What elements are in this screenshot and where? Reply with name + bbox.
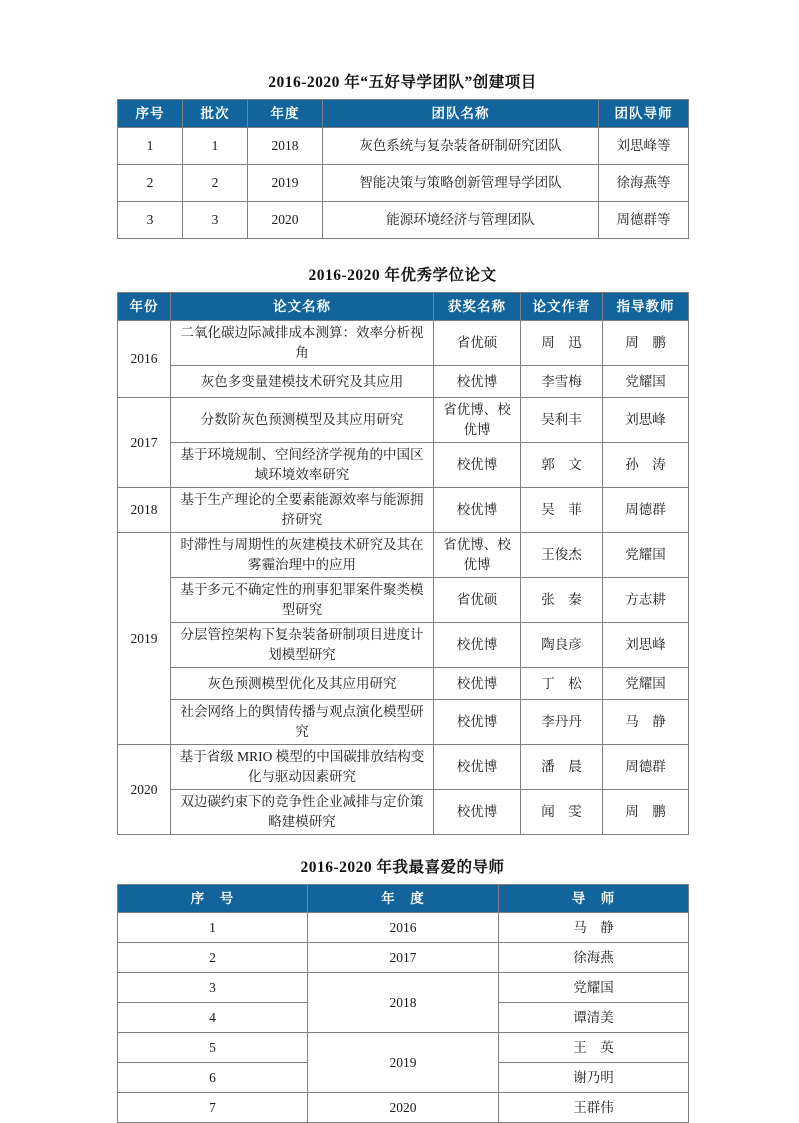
theses-table-title: 2016-2020 年优秀学位论文 bbox=[308, 267, 497, 284]
teams-table bbox=[117, 99, 689, 239]
table-row bbox=[118, 973, 689, 1003]
cell-team-name: 能源环境经济与管理团队 bbox=[323, 202, 599, 239]
cell-thesis-title: 分数阶灰色预测模型及其应用研究 bbox=[171, 398, 434, 443]
table-row bbox=[118, 1093, 689, 1123]
cell-award: 校优博 bbox=[434, 366, 521, 398]
cell-batch: 1 bbox=[183, 128, 248, 165]
cell-no: 5 bbox=[118, 1033, 308, 1063]
cell-advisor: 党耀国 bbox=[603, 366, 689, 398]
cell-no: 3 bbox=[118, 202, 183, 239]
table-row bbox=[118, 398, 689, 443]
cell-advisor: 孙 涛 bbox=[603, 443, 689, 488]
cell-award: 校优博 bbox=[434, 443, 521, 488]
cell-year: 2019 bbox=[248, 165, 323, 202]
cell-thesis-title: 基于生产理论的全要素能源效率与能源拥挤研究 bbox=[171, 488, 434, 533]
cell-team-name: 智能决策与策略创新管理导学团队 bbox=[323, 165, 599, 202]
table-row bbox=[118, 745, 689, 790]
cell-mentor: 马 静 bbox=[499, 913, 689, 943]
cell-no: 6 bbox=[118, 1063, 308, 1093]
cell-author: 陶良彦 bbox=[521, 623, 603, 668]
theses-col-advisor: 指导教师 bbox=[603, 293, 689, 321]
cell-author: 吴 菲 bbox=[521, 488, 603, 533]
teams-col-year: 年度 bbox=[248, 100, 323, 128]
theses-col-year: 年份 bbox=[118, 293, 171, 321]
table-row bbox=[118, 366, 689, 398]
cell-award: 省优博、校优博 bbox=[434, 398, 521, 443]
table-row bbox=[118, 668, 689, 700]
mentors-col-mentor: 导 师 bbox=[499, 885, 689, 913]
cell-batch: 3 bbox=[183, 202, 248, 239]
cell-award: 校优博 bbox=[434, 790, 521, 835]
cell-mentor: 党耀国 bbox=[499, 973, 689, 1003]
teams-col-mentor: 团队导师 bbox=[599, 100, 689, 128]
cell-thesis-title: 双边碳约束下的竞争性企业减排与定价策略建模研究 bbox=[171, 790, 434, 835]
mentors-header-row bbox=[118, 885, 689, 913]
cell-thesis-title: 二氧化碳边际减排成本测算：效率分析视角 bbox=[171, 321, 434, 366]
cell-advisor: 党耀国 bbox=[603, 668, 689, 700]
cell-year: 2020 bbox=[308, 1093, 499, 1123]
table-row bbox=[118, 790, 689, 835]
cell-advisor: 周 鹏 bbox=[603, 790, 689, 835]
table-row bbox=[118, 321, 689, 366]
cell-mentor: 徐海燕等 bbox=[599, 165, 689, 202]
cell-thesis-title: 分层管控架构下复杂装备研制项目进度计划模型研究 bbox=[171, 623, 434, 668]
cell-author: 王俊杰 bbox=[521, 533, 603, 578]
cell-batch: 2 bbox=[183, 165, 248, 202]
cell-mentor: 刘思峰等 bbox=[599, 128, 689, 165]
teams-table-title: 2016-2020 年“五好导学团队”创建项目 bbox=[268, 74, 537, 91]
cell-year: 2018 bbox=[118, 488, 171, 533]
cell-no: 3 bbox=[118, 973, 308, 1003]
table-row bbox=[118, 623, 689, 668]
cell-thesis-title: 基于环境规制、空间经济学视角的中国区域环境效率研究 bbox=[171, 443, 434, 488]
cell-author: 潘 晨 bbox=[521, 745, 603, 790]
cell-author: 周 迅 bbox=[521, 321, 603, 366]
cell-award: 省优硕 bbox=[434, 321, 521, 366]
cell-advisor: 马 静 bbox=[603, 700, 689, 745]
teams-header-row bbox=[118, 100, 689, 128]
cell-thesis-title: 社会网络上的舆情传播与观点演化模型研究 bbox=[171, 700, 434, 745]
cell-year: 2019 bbox=[308, 1033, 499, 1093]
cell-mentor: 王群伟 bbox=[499, 1093, 689, 1123]
cell-no: 1 bbox=[118, 913, 308, 943]
cell-award: 校优博 bbox=[434, 623, 521, 668]
table-row bbox=[118, 202, 689, 239]
cell-author: 丁 松 bbox=[521, 668, 603, 700]
cell-advisor: 方志耕 bbox=[603, 578, 689, 623]
table-row bbox=[118, 913, 689, 943]
cell-advisor: 党耀国 bbox=[603, 533, 689, 578]
cell-advisor: 周 鹏 bbox=[603, 321, 689, 366]
cell-year: 2018 bbox=[248, 128, 323, 165]
cell-thesis-title: 灰色预测模型优化及其应用研究 bbox=[171, 668, 434, 700]
cell-author: 闻 雯 bbox=[521, 790, 603, 835]
cell-award: 省优博、校优博 bbox=[434, 533, 521, 578]
table-row bbox=[118, 578, 689, 623]
table-row bbox=[118, 533, 689, 578]
mentors-col-year: 年 度 bbox=[308, 885, 499, 913]
table-row bbox=[118, 128, 689, 165]
cell-author: 郭 文 bbox=[521, 443, 603, 488]
cell-advisor: 刘思峰 bbox=[603, 398, 689, 443]
cell-author: 吴利丰 bbox=[521, 398, 603, 443]
table-row bbox=[118, 943, 689, 973]
cell-advisor: 周德群 bbox=[603, 745, 689, 790]
cell-advisor: 周德群 bbox=[603, 488, 689, 533]
cell-year: 2018 bbox=[308, 973, 499, 1033]
teams-col-batch: 批次 bbox=[183, 100, 248, 128]
cell-year: 2017 bbox=[118, 398, 171, 488]
cell-no: 7 bbox=[118, 1093, 308, 1123]
cell-year: 2017 bbox=[308, 943, 499, 973]
cell-mentor: 谭清美 bbox=[499, 1003, 689, 1033]
table-row bbox=[118, 488, 689, 533]
theses-col-author: 论文作者 bbox=[521, 293, 603, 321]
cell-thesis-title: 灰色多变量建模技术研究及其应用 bbox=[171, 366, 434, 398]
table-row bbox=[118, 443, 689, 488]
cell-year: 2020 bbox=[118, 745, 171, 835]
cell-author: 张 秦 bbox=[521, 578, 603, 623]
theses-col-award: 获奖名称 bbox=[434, 293, 521, 321]
cell-author: 李雪梅 bbox=[521, 366, 603, 398]
cell-thesis-title: 基于多元不确定性的刑事犯罪案件聚类模型研究 bbox=[171, 578, 434, 623]
cell-advisor: 刘思峰 bbox=[603, 623, 689, 668]
cell-mentor: 徐海燕 bbox=[499, 943, 689, 973]
table-row bbox=[118, 1033, 689, 1063]
mentors-col-no: 序 号 bbox=[118, 885, 308, 913]
cell-no: 4 bbox=[118, 1003, 308, 1033]
cell-team-name: 灰色系统与复杂装备研制研究团队 bbox=[323, 128, 599, 165]
table-row bbox=[118, 165, 689, 202]
cell-award: 省优硕 bbox=[434, 578, 521, 623]
cell-thesis-title: 时滞性与周期性的灰建模技术研究及其在雾霾治理中的应用 bbox=[171, 533, 434, 578]
cell-award: 校优博 bbox=[434, 700, 521, 745]
cell-mentor: 谢乃明 bbox=[499, 1063, 689, 1093]
cell-award: 校优博 bbox=[434, 488, 521, 533]
mentors-table bbox=[117, 884, 689, 1123]
cell-year: 2019 bbox=[118, 533, 171, 745]
theses-table bbox=[117, 292, 689, 835]
teams-col-no: 序号 bbox=[118, 100, 183, 128]
cell-year: 2016 bbox=[308, 913, 499, 943]
cell-award: 校优博 bbox=[434, 745, 521, 790]
theses-col-title: 论文名称 bbox=[171, 293, 434, 321]
teams-col-name: 团队名称 bbox=[323, 100, 599, 128]
cell-author: 李丹丹 bbox=[521, 700, 603, 745]
document-content bbox=[117, 70, 688, 1123]
theses-header-row bbox=[118, 293, 689, 321]
cell-no: 1 bbox=[118, 128, 183, 165]
cell-mentor: 周德群等 bbox=[599, 202, 689, 239]
cell-no: 2 bbox=[118, 943, 308, 973]
table-row bbox=[118, 700, 689, 745]
cell-mentor: 王 英 bbox=[499, 1033, 689, 1063]
cell-award: 校优博 bbox=[434, 668, 521, 700]
cell-no: 2 bbox=[118, 165, 183, 202]
cell-year: 2020 bbox=[248, 202, 323, 239]
cell-thesis-title: 基于省级 MRIO 模型的中国碳排放结构变化与驱动因素研究 bbox=[171, 745, 434, 790]
cell-year: 2016 bbox=[118, 321, 171, 398]
mentors-table-title: 2016-2020 年我最喜爱的导师 bbox=[300, 859, 505, 876]
